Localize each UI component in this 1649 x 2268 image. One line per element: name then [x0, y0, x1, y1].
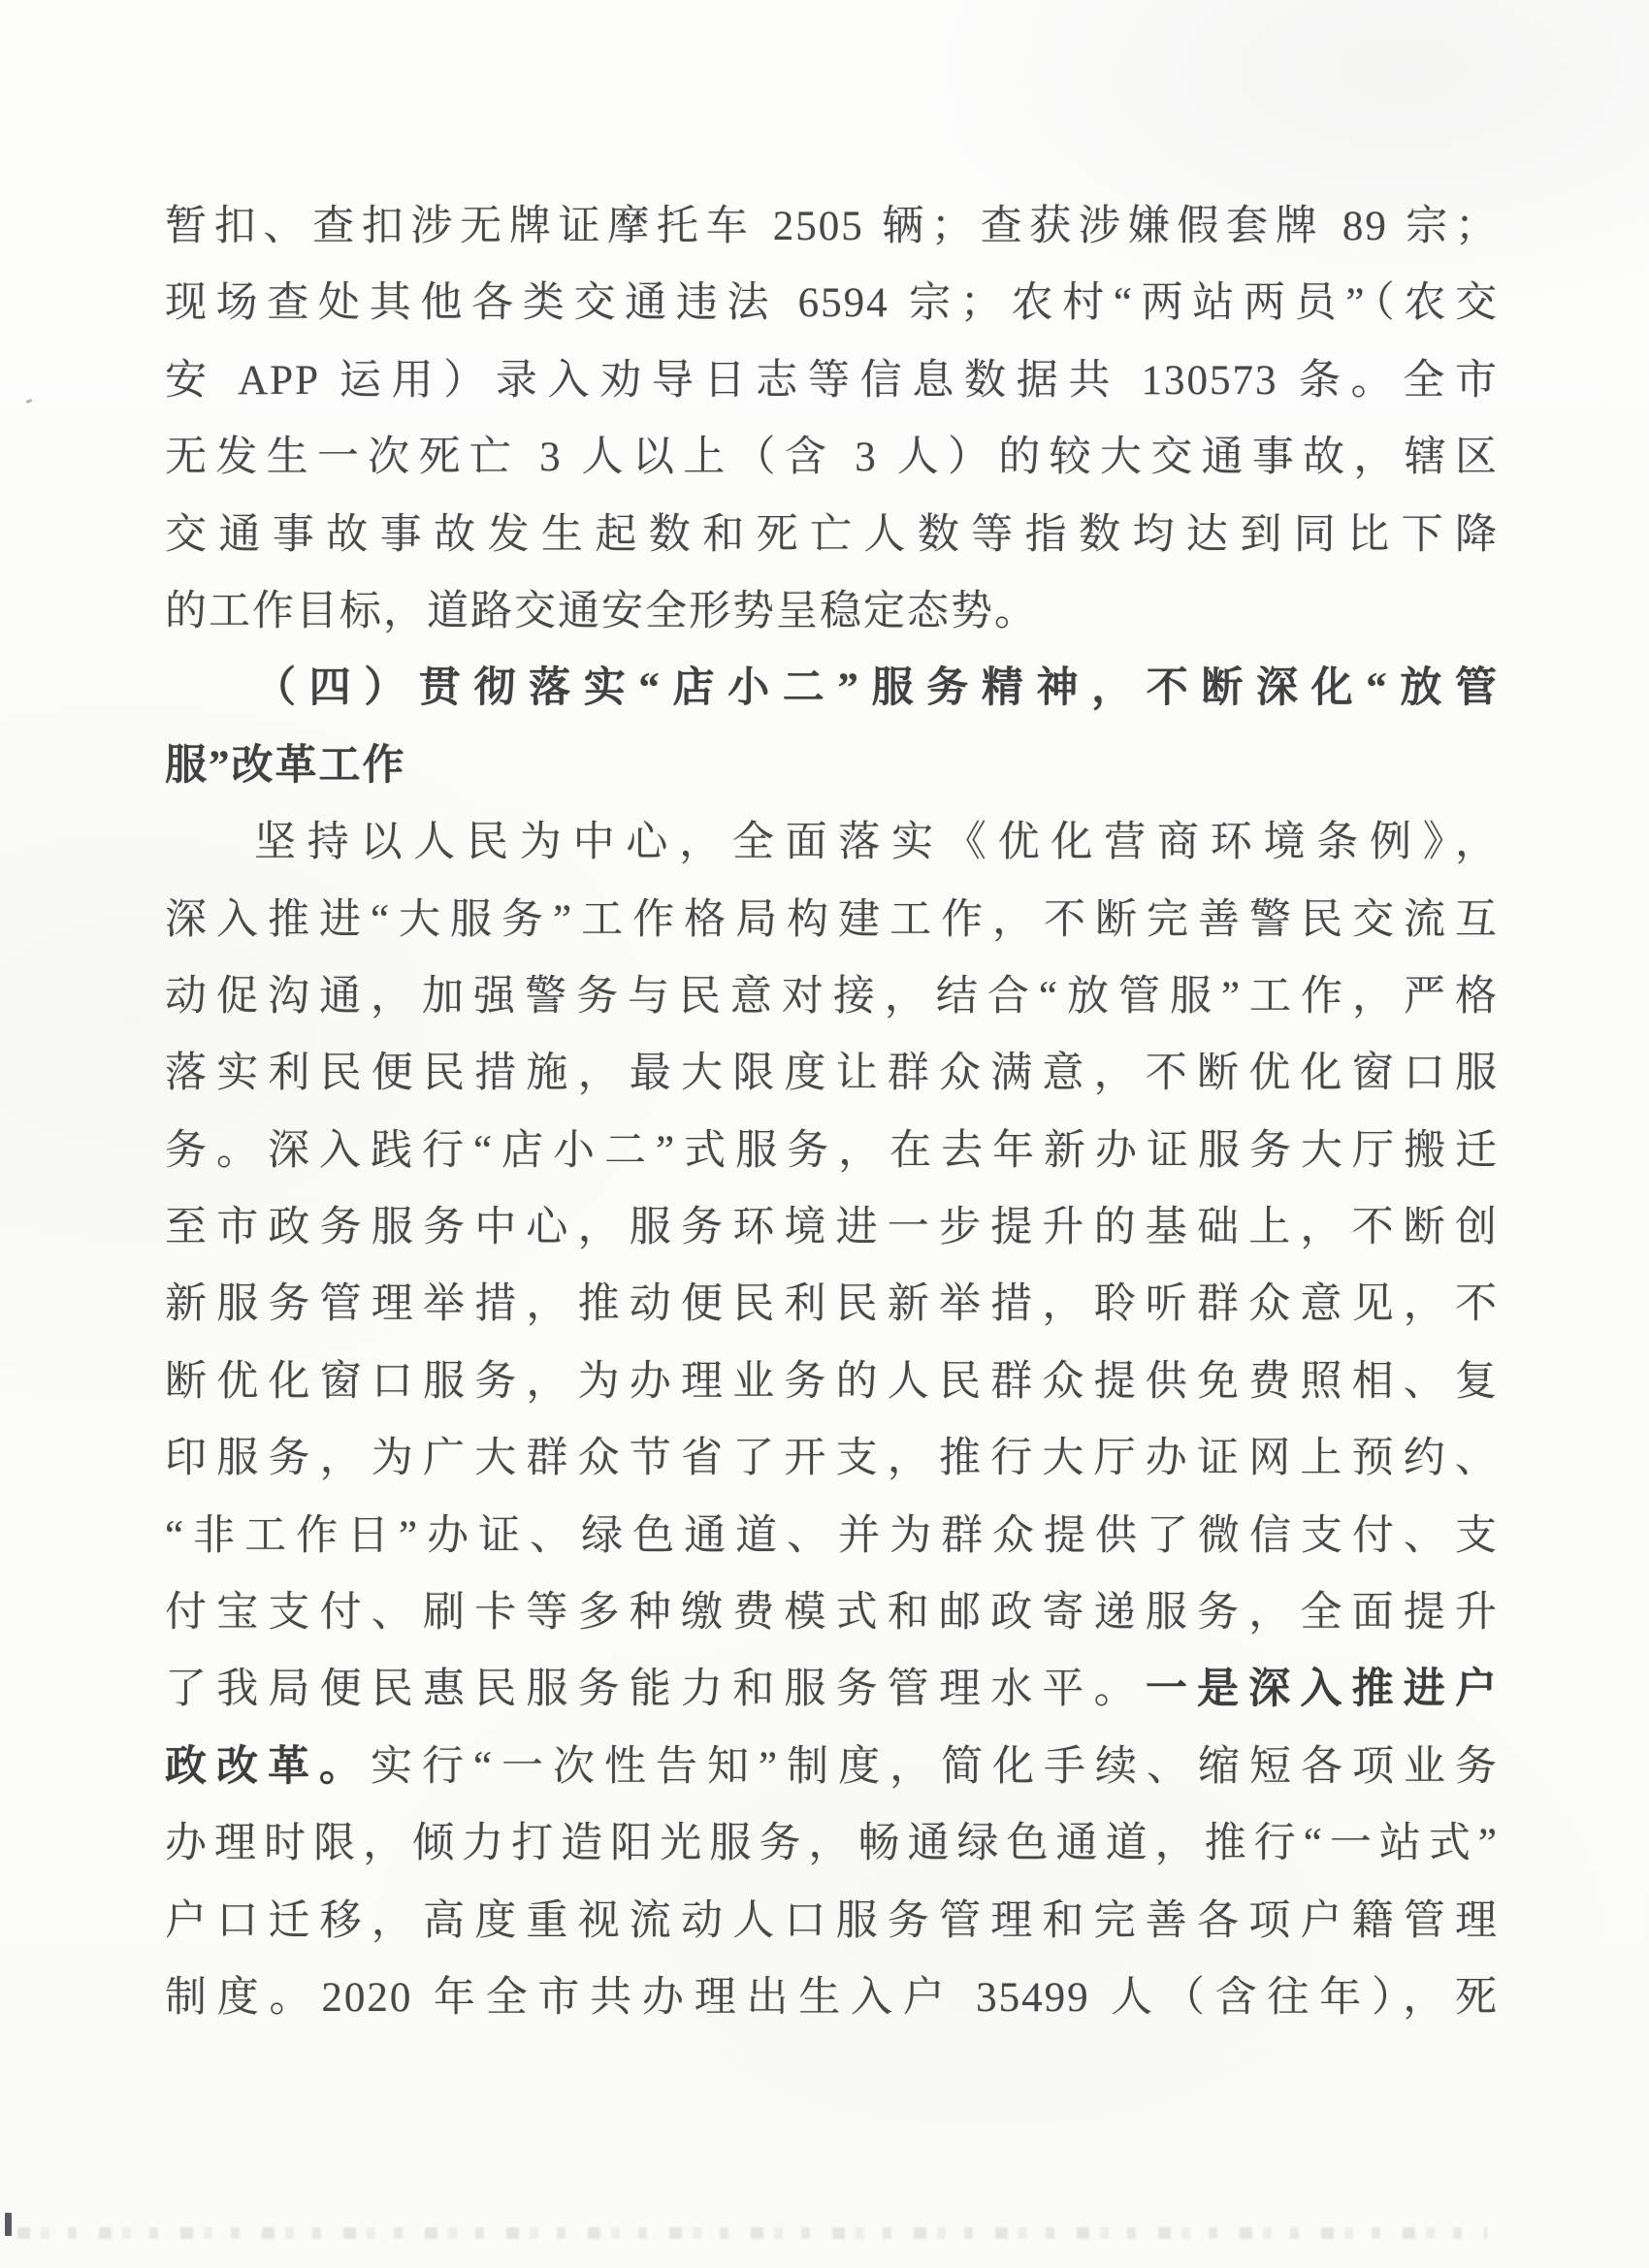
text-line: 办理时限，倾力打造阳光服务，畅通绿色通道，推行“一站式”	[165, 1821, 1499, 1867]
page-text-block	[165, 188, 1499, 2036]
text-line-with-bold-lead-in	[165, 1729, 1499, 1805]
text-line: “非工作日”办证、绿色通道、并为群众提供了微信支付、支	[165, 1512, 1499, 1559]
text-line: 交通事故事故发生起数和死亡人数等指数均达到同比下降	[165, 511, 1499, 558]
bold-lead-in-segment: 政改革。	[165, 1743, 371, 1790]
text-line: 断优化窗口服务，为办理业务的人民群众提供免费照相、复	[165, 1358, 1499, 1405]
text-line: 无发生一次死亡 3 人以上（含 3 人）的较大交通事故，辖区	[165, 435, 1499, 481]
text-line: 新服务管理举措，推动便民利民新举措，聆听群众意见，不	[165, 1281, 1499, 1328]
scanner-edge-mark	[5, 2213, 12, 2236]
text-line: 深入推进“大服务”工作格局构建工作，不断完善警民交流互	[165, 896, 1499, 943]
text-line: 动促沟通，加强警务与民意对接，结合“放管服”工作，严格	[165, 973, 1499, 1020]
text-line: 暂扣、查扣涉无牌证摩托车 2505 辆；查获涉嫌假套牌 89 宗；	[165, 204, 1499, 249]
bleed-through-text-band	[17, 2227, 1487, 2239]
text-line-paragraph-start: 坚持以人民为中心，全面落实《优化营商环境条例》，	[254, 820, 1499, 866]
section-heading-line: （四）贯彻落实“店小二”服务精神，不断深化“放管	[254, 665, 1499, 712]
text-segment: 实行“一次性告知”制度，简化手续、缩短各项业务	[370, 1743, 1499, 1790]
text-line: 户口迁移，高度重视流动人口服务管理和完善各项户籍管理	[165, 1897, 1499, 1944]
text-line: 落实利民便民措施，最大限度让群众满意，不断优化窗口服	[165, 1051, 1499, 1097]
text-line: 现场查处其他各类交通违法 6594 宗；农村“两站两员”（农交	[165, 280, 1499, 327]
text-line: 安 APP 运用）录入劝导日志等信息数据共 130573 条。全市	[165, 357, 1499, 404]
text-segment: 了我局便民惠民服务能力和服务管理水平。	[165, 1667, 1146, 1713]
text-line: 付宝支付、刷卡等多种缴费模式和邮政寄递服务，全面提升	[165, 1590, 1499, 1636]
section-heading-line: 服”改革工作	[165, 742, 406, 789]
text-line: 务。深入践行“店小二”式服务，在去年新办证服务大厅搬迁	[165, 1127, 1499, 1174]
text-line: 至市政务服务中心，服务环境进一步提升的基础上，不断创	[165, 1205, 1499, 1251]
text-line-paragraph-end: 的工作目标，道路交通安全形势呈稳定态势。	[165, 588, 1038, 634]
text-line-with-bold-lead-in	[165, 1651, 1499, 1728]
text-line: 印服务，为广大群众节省了开支，推行大厅办证网上预约、	[165, 1436, 1499, 1482]
bold-lead-in-segment: 一是深入推进户	[1145, 1667, 1499, 1713]
scan-speck-artifact	[26, 399, 33, 404]
text-line: 制度。2020 年全市共办理出生入户 35499 人（含往年），死	[165, 1974, 1499, 2021]
